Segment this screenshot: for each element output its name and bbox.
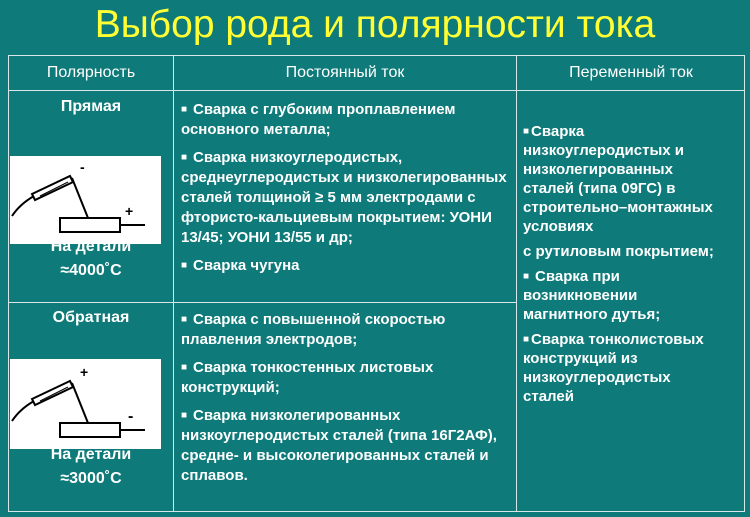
dc-direct-list bbox=[181, 100, 511, 284]
welding-diagram-icon bbox=[10, 359, 161, 449]
part-sign: - bbox=[128, 408, 134, 425]
welding-diagram-icon bbox=[10, 156, 161, 244]
direct-temp-label: На детали bbox=[50, 238, 132, 255]
header-dc: Постоянный ток bbox=[285, 64, 405, 81]
part-sign: + bbox=[125, 203, 134, 219]
reverse-polarity-sketch bbox=[10, 359, 161, 449]
reverse-temp-value: ≈3000˚С bbox=[60, 470, 122, 487]
list-item: с рутиловым покрытием; bbox=[523, 243, 714, 260]
electrode-sign: + bbox=[80, 364, 89, 380]
dc-reverse-list bbox=[181, 310, 511, 494]
list-item: ■ Сварка низкоуглеродистых и низколегированных сталей (типа 09ГС) в строительно–монтажных условиях bbox=[523, 123, 713, 235]
column-divider bbox=[516, 56, 517, 511]
header-ac: Переменный ток bbox=[569, 64, 693, 81]
list-item: ■ Сварка тонкостенных листовых конструкций; bbox=[181, 359, 434, 396]
header-polarity: Полярность bbox=[46, 64, 136, 81]
reverse-temp-label: На детали bbox=[50, 446, 132, 463]
page-title: Выбор рода и полярности тока bbox=[94, 3, 656, 46]
direct-polarity-sketch bbox=[10, 156, 161, 244]
direct-polarity-label: Прямая bbox=[60, 98, 122, 115]
list-item: ■ Сварка чугуна bbox=[181, 257, 300, 274]
reverse-polarity-label: Обратная bbox=[52, 309, 130, 326]
list-item: ■ Сварка с глубоким проплавлением основного металла; bbox=[181, 101, 456, 138]
header-divider bbox=[9, 90, 744, 91]
list-item: ■ Сварка низколегированных низкоуглеродистых сталей (типа 16Г2АФ), средне- и высоколегированных сталей и сплавов. bbox=[181, 407, 497, 484]
list-item: ■ Сварка с повышенной скоростью плавления электродов; bbox=[181, 311, 446, 348]
ac-list bbox=[523, 122, 723, 414]
list-item: ■ Сварка при возникновении магнитного дутья; bbox=[523, 268, 661, 323]
polarity-table bbox=[8, 55, 745, 512]
row-divider bbox=[9, 302, 516, 303]
direct-temp-value: ≈4000˚С bbox=[60, 262, 122, 279]
electrode-sign: - bbox=[80, 159, 85, 175]
list-item: ■ Сварка тонколистовых конструкций из низкоуглеродистых сталей bbox=[523, 331, 704, 405]
column-divider bbox=[173, 56, 174, 511]
list-item: ■ Сварка низкоуглеродистых, среднеуглеродистых и низколегированных сталей толщиной ≥ 5 мм электродами с фтористо-кальциевым покрытием: УОНИ 13/45; УОНИ 13/55 и др; bbox=[181, 149, 507, 246]
